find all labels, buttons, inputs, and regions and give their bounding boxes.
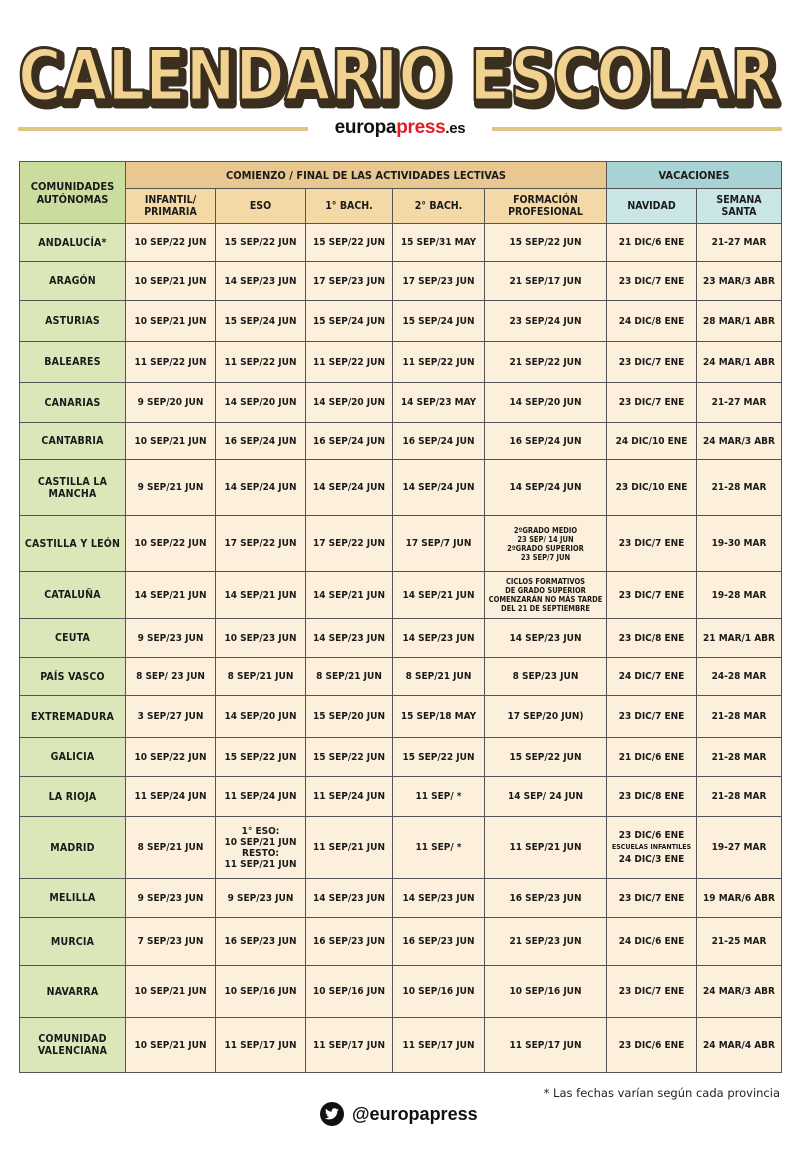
cell-infantil: 9 SEP/20 JUN [126,383,216,423]
cell-bach1: 11 SEP/21 JUN [306,817,393,879]
table-row [20,516,782,572]
cell-infantil: 9 SEP/23 JUN [126,879,216,918]
cell-bach2: 11 SEP/22 JUN [393,342,485,383]
cell-bach1: 17 SEP/22 JUN [306,516,393,572]
region-name: MELILLA [20,879,126,918]
cell-navidad: 23 DIC/7 ENE [607,262,697,301]
cell-navidad-line: 24 DIC/3 ENE [618,854,685,865]
cell-eso: 15 SEP/24 JUN [216,301,306,342]
table-row [20,696,782,738]
table-row [20,918,782,966]
twitter-icon [320,1102,344,1126]
cell-fp [485,516,607,572]
cell-eso: 11 SEP/22 JUN [216,342,306,383]
cell-infantil: 10 SEP/21 JUN [126,301,216,342]
header-eso: ESO [216,189,306,224]
cell-bach2: 15 SEP/31 MAY [393,224,485,262]
cell-bach2: 14 SEP/23 MAY [393,383,485,423]
cell-infantil: 8 SEP/21 JUN [126,817,216,879]
cell-infantil: 14 SEP/21 JUN [126,572,216,619]
cell-semana-santa: 21 MAR/1 ABR [697,619,782,658]
cell-bach1: 10 SEP/16 JUN [306,966,393,1018]
cell-eso [216,817,306,879]
cell-semana-santa: 24-28 MAR [697,658,782,696]
cell-fp: 15 SEP/22 JUN [485,738,607,777]
cell-fp: 8 SEP/23 JUN [485,658,607,696]
header-bach2: 2° BACH. [393,189,485,224]
cell-bach1: 8 SEP/21 JUN [306,658,393,696]
cell-bach2: 11 SEP/ * [393,817,485,879]
cell-bach2: 11 SEP/17 JUN [393,1018,485,1073]
cell-semana-santa: 21-27 MAR [697,383,782,423]
cell-navidad: 24 DIC/7 ENE [607,658,697,696]
cell-fp: 16 SEP/24 JUN [485,423,607,460]
region-name: BALEARES [20,342,126,383]
cell-fp: 14 SEP/24 JUN [485,460,607,516]
cell-bach1: 11 SEP/17 JUN [306,1018,393,1073]
cell-bach1: 14 SEP/21 JUN [306,572,393,619]
cell-bach1: 15 SEP/24 JUN [306,301,393,342]
cell-fp: 11 SEP/17 JUN [485,1018,607,1073]
cell-navidad: 23 DIC/8 ENE [607,619,697,658]
cell-bach1: 15 SEP/22 JUN [306,224,393,262]
cell-bach2: 14 SEP/23 JUN [393,879,485,918]
cell-fp: 14 SEP/ 24 JUN [485,777,607,817]
header-infantil: INFANTIL/ PRIMARIA [126,189,216,224]
cell-bach1: 11 SEP/24 JUN [306,777,393,817]
header-lectivas: COMIENZO / FINAL DE LAS ACTIVIDADES LECTIVAS [126,162,607,189]
divider-left [18,127,308,131]
social-handle [320,1101,478,1127]
cell-eso: 10 SEP/16 JUN [216,966,306,1018]
cell-semana-santa: 21-25 MAR [697,918,782,966]
table-row [20,966,782,1018]
cell-fp-line: 23 SEP/7 JUN [520,552,571,562]
region-name: PAÍS VASCO [20,658,126,696]
region-name: MADRID [20,817,126,879]
cell-semana-santa: 21-28 MAR [697,777,782,817]
cell-eso: 15 SEP/22 JUN [216,224,306,262]
cell-eso-line: 10 SEP/21 JUN [224,836,297,848]
region-name: EXTREMADURA [20,696,126,738]
cell-semana-santa: 21-28 MAR [697,460,782,516]
cell-eso: 14 SEP/23 JUN [216,262,306,301]
region-name: MURCIA [20,918,126,966]
cell-eso: 15 SEP/22 JUN [216,738,306,777]
header-comunidades: COMUNIDADES AUTÓNOMAS [20,162,126,224]
brand-part-2: press [396,117,446,138]
cell-infantil: 11 SEP/22 JUN [126,342,216,383]
cell-eso: 14 SEP/24 JUN [216,460,306,516]
brand-part-3: .es [445,120,466,137]
cell-infantil: 11 SEP/24 JUN [126,777,216,817]
cell-fp-line: CICLOS FORMATIVOS [505,577,586,586]
cell-eso: 14 SEP/20 JUN [216,696,306,738]
cell-bach2: 14 SEP/24 JUN [393,460,485,516]
cell-fp [485,572,607,619]
title-shadow: CALENDARIO ESCOLAR [21,39,779,120]
cell-infantil: 9 SEP/23 JUN [126,619,216,658]
cell-fp-line: DEL 21 DE SEPTIEMBRE [501,604,590,613]
cell-infantil: 10 SEP/21 JUN [126,1018,216,1073]
cell-bach2: 11 SEP/ * [393,777,485,817]
cell-infantil: 10 SEP/22 JUN [126,738,216,777]
header-fp: FORMACIÓN PROFESIONAL [485,189,607,224]
cell-navidad: 23 DIC/7 ENE [607,966,697,1018]
cell-bach2: 16 SEP/23 JUN [393,918,485,966]
cell-fp-line: 23 SEP/ 14 JUN [517,534,574,544]
cell-navidad: 23 DIC/7 ENE [607,342,697,383]
cell-fp: 21 SEP/17 JUN [485,262,607,301]
cell-semana-santa: 28 MAR/1 ABR [697,301,782,342]
table-row [20,777,782,817]
brand-part-1: europa [334,117,397,138]
table-row [20,1018,782,1073]
table-row [20,738,782,777]
cell-fp: 14 SEP/23 JUN [485,619,607,658]
region-name: ARAGÓN [20,262,126,301]
cell-fp: 11 SEP/21 JUN [485,817,607,879]
cell-bach1: 14 SEP/24 JUN [306,460,393,516]
cell-navidad: 23 DIC/6 ENE [607,1018,697,1073]
cell-bach1: 14 SEP/23 JUN [306,619,393,658]
cell-fp: 15 SEP/22 JUN [485,224,607,262]
cell-navidad: 21 DIC/6 ENE [607,224,697,262]
page-title [0,30,800,120]
cell-infantil: 3 SEP/27 JUN [126,696,216,738]
table-row [20,262,782,301]
cell-semana-santa: 21-28 MAR [697,696,782,738]
cell-fp: 23 SEP/24 JUN [485,301,607,342]
cell-navidad-line: ESCUELAS INFANTILES [611,843,692,851]
cell-bach2: 17 SEP/23 JUN [393,262,485,301]
region-name: CANTABRIA [20,423,126,460]
table-row [20,879,782,918]
cell-bach1: 14 SEP/23 JUN [306,879,393,918]
cell-semana-santa: 21-28 MAR [697,738,782,777]
cell-eso: 9 SEP/23 JUN [216,879,306,918]
cell-eso: 14 SEP/21 JUN [216,572,306,619]
cell-bach2: 16 SEP/24 JUN [393,423,485,460]
cell-bach2: 17 SEP/7 JUN [393,516,485,572]
footnote: * Las fechas varían según cada provincia [543,1086,780,1100]
region-name: ASTURIAS [20,301,126,342]
cell-navidad: 24 DIC/10 ENE [607,423,697,460]
cell-infantil: 10 SEP/21 JUN [126,423,216,460]
cell-infantil: 8 SEP/ 23 JUN [126,658,216,696]
calendar-body [20,224,782,1073]
header-bach1: 1° BACH. [306,189,393,224]
cell-bach1: 11 SEP/22 JUN [306,342,393,383]
cell-navidad: 23 DIC/7 ENE [607,879,697,918]
cell-semana-santa: 24 MAR/1 ABR [697,342,782,383]
header-semana-santa: SEMANA SANTA [697,189,782,224]
cell-navidad: 23 DIC/10 ENE [607,460,697,516]
cell-infantil: 7 SEP/23 JUN [126,918,216,966]
table-row [20,658,782,696]
cell-bach1: 17 SEP/23 JUN [306,262,393,301]
calendar-table [19,161,782,1073]
cell-bach1: 16 SEP/23 JUN [306,918,393,966]
cell-navidad: 24 DIC/6 ENE [607,918,697,966]
cell-infantil: 10 SEP/22 JUN [126,516,216,572]
cell-bach2: 8 SEP/21 JUN [393,658,485,696]
region-name: CASTILLA Y LEÓN [20,516,126,572]
cell-bach1: 14 SEP/20 JUN [306,383,393,423]
cell-navidad: 23 DIC/7 ENE [607,383,697,423]
cell-eso: 16 SEP/23 JUN [216,918,306,966]
table-row [20,301,782,342]
region-name: CANARIAS [20,383,126,423]
title-text: CALENDARIO ESCOLAR [18,35,776,117]
cell-eso: 10 SEP/23 JUN [216,619,306,658]
cell-fp-line: 2ºGRADO MEDIO [513,525,578,535]
region-name: CASTILLA LA MANCHA [20,460,126,516]
cell-navidad: 21 DIC/6 ENE [607,738,697,777]
divider-right [492,127,782,131]
cell-infantil: 10 SEP/21 JUN [126,262,216,301]
cell-eso: 14 SEP/20 JUN [216,383,306,423]
brand-logo [308,117,492,139]
cell-fp: 21 SEP/23 JUN [485,918,607,966]
table-row [20,383,782,423]
cell-bach2: 10 SEP/16 JUN [393,966,485,1018]
cell-navidad [607,817,697,879]
cell-fp: 21 SEP/22 JUN [485,342,607,383]
cell-semana-santa: 19-28 MAR [697,572,782,619]
cell-fp: 16 SEP/23 JUN [485,879,607,918]
cell-navidad: 23 DIC/7 ENE [607,572,697,619]
region-name: LA RIOJA [20,777,126,817]
region-name: GALICIA [20,738,126,777]
cell-fp: 17 SEP/20 JUN) [485,696,607,738]
table-row [20,619,782,658]
cell-navidad: 23 DIC/7 ENE [607,696,697,738]
cell-infantil: 10 SEP/22 JUN [126,224,216,262]
region-name: ANDALUCÍA* [20,224,126,262]
table-row [20,224,782,262]
cell-fp-line: 2ºGRADO SUPERIOR [507,543,584,553]
cell-fp-line: DE GRADO SUPERIOR [505,586,586,595]
cell-bach1: 15 SEP/20 JUN [306,696,393,738]
cell-semana-santa: 24 MAR/4 ABR [697,1018,782,1073]
header-navidad: NAVIDAD [607,189,697,224]
cell-bach2: 15 SEP/18 MAY [393,696,485,738]
cell-semana-santa: 19-30 MAR [697,516,782,572]
header-vacaciones: VACACIONES [607,162,782,189]
region-name: COMUNIDAD VALENCIANA [20,1018,126,1073]
cell-navidad: 24 DIC/8 ENE [607,301,697,342]
cell-semana-santa: 24 MAR/3 ABR [697,423,782,460]
cell-semana-santa: 23 MAR/3 ABR [697,262,782,301]
table-row [20,817,782,879]
table-row [20,460,782,516]
region-name: CEUTA [20,619,126,658]
cell-fp-line: COMENZARÁN NO MÁS TARDE [488,595,603,604]
cell-eso: 8 SEP/21 JUN [216,658,306,696]
table-row [20,342,782,383]
cell-infantil: 10 SEP/21 JUN [126,966,216,1018]
cell-bach2: 14 SEP/23 JUN [393,619,485,658]
cell-eso: 16 SEP/24 JUN [216,423,306,460]
cell-semana-santa: 19 MAR/6 ABR [697,879,782,918]
cell-semana-santa: 19-27 MAR [697,817,782,879]
cell-eso-line: RESTO: [242,847,279,859]
cell-semana-santa: 24 MAR/3 ABR [697,966,782,1018]
cell-eso: 11 SEP/24 JUN [216,777,306,817]
region-name: CATALUÑA [20,572,126,619]
cell-eso-line: 1° ESO: [241,825,280,837]
cell-navidad: 23 DIC/7 ENE [607,516,697,572]
table-row [20,423,782,460]
cell-fp: 10 SEP/16 JUN [485,966,607,1018]
region-name: NAVARRA [20,966,126,1018]
cell-navidad: 23 DIC/8 ENE [607,777,697,817]
cell-bach1: 16 SEP/24 JUN [306,423,393,460]
cell-eso: 11 SEP/17 JUN [216,1018,306,1073]
cell-eso-line: 11 SEP/21 JUN [224,858,297,870]
cell-bach2: 15 SEP/22 JUN [393,738,485,777]
handle-text: @europapress [352,1103,478,1124]
cell-bach2: 15 SEP/24 JUN [393,301,485,342]
cell-infantil: 9 SEP/21 JUN [126,460,216,516]
brand-row [18,117,782,141]
cell-eso: 17 SEP/22 JUN [216,516,306,572]
cell-bach1: 15 SEP/22 JUN [306,738,393,777]
cell-fp: 14 SEP/20 JUN [485,383,607,423]
cell-bach2: 14 SEP/21 JUN [393,572,485,619]
cell-navidad-line: 23 DIC/6 ENE [618,830,685,841]
table-row [20,572,782,619]
cell-semana-santa: 21-27 MAR [697,224,782,262]
